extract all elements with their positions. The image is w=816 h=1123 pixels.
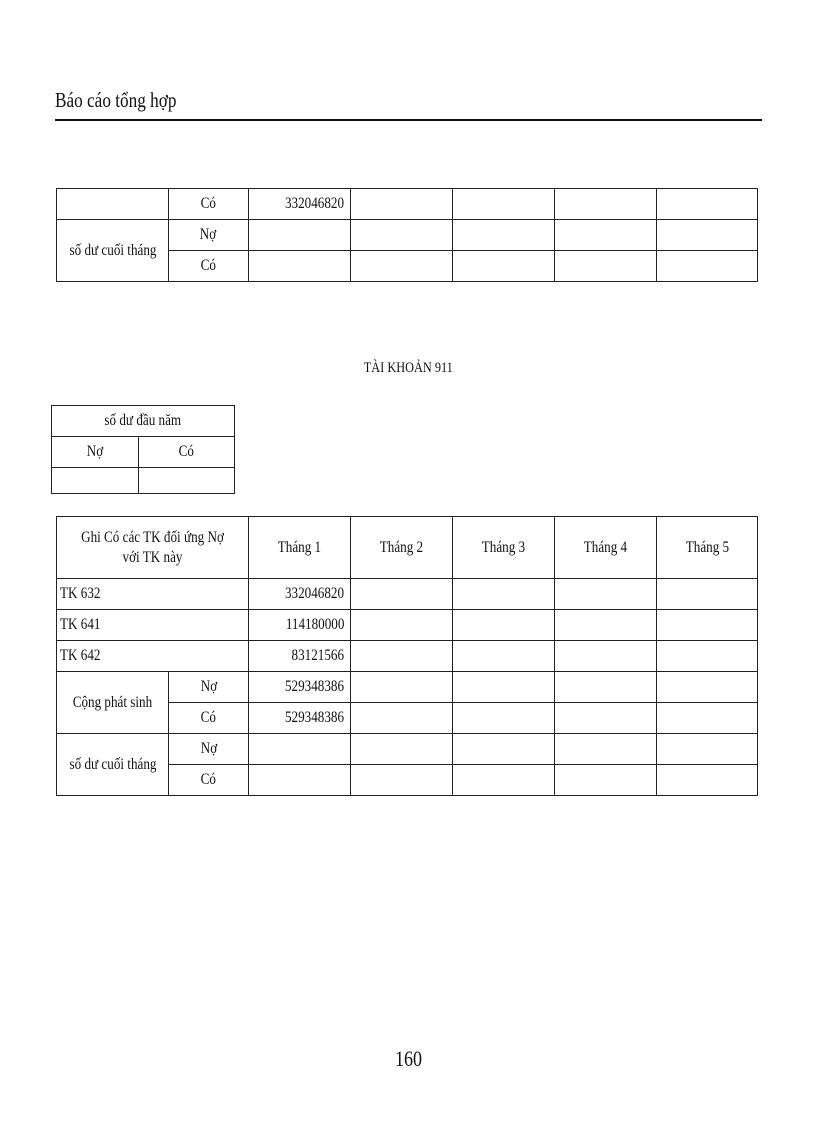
table-cell	[249, 734, 351, 765]
table-cell	[453, 734, 555, 765]
closing-balance-label: số dư cuối tháng	[57, 220, 169, 282]
table-cell	[657, 220, 758, 251]
table-cell	[555, 703, 657, 734]
co-label: Có	[169, 703, 249, 734]
table-cell	[555, 641, 657, 672]
table-cell	[555, 734, 657, 765]
value-cell: 332046820	[249, 579, 351, 610]
value-cell: 529348386	[249, 703, 351, 734]
opening-balance-title: số dư đầu năm	[52, 406, 235, 437]
section-title: TÀI KHOẢN 911	[363, 360, 453, 376]
account-label: TK 632	[57, 579, 249, 610]
table-cell	[453, 765, 555, 796]
table-cell	[351, 220, 453, 251]
table-cell	[657, 734, 758, 765]
table-cell	[555, 579, 657, 610]
co-label: Có	[169, 765, 249, 796]
table-cell	[453, 251, 555, 282]
header-rule	[55, 119, 762, 121]
account-label: TK 642	[57, 641, 249, 672]
table-cell	[351, 251, 453, 282]
table-cell	[351, 734, 453, 765]
co-label: Có	[139, 437, 235, 468]
table-cell	[351, 189, 453, 220]
value-cell: 83121566	[249, 641, 351, 672]
table-cell	[249, 220, 351, 251]
table-cell	[657, 251, 758, 282]
account-label: TK 641	[57, 610, 249, 641]
total-arising-label: Cộng phát sinh	[57, 672, 169, 734]
value-cell: 332046820	[249, 189, 351, 220]
page-header-title: Báo cáo tổng hợp	[55, 88, 177, 112]
table-cell	[453, 220, 555, 251]
no-label: Nợ	[169, 734, 249, 765]
table-cell	[657, 672, 758, 703]
page-number: 160	[394, 1046, 422, 1071]
table-cell	[351, 672, 453, 703]
table-cell	[657, 765, 758, 796]
header-month-2: Tháng 2	[351, 517, 453, 579]
table-row	[57, 220, 758, 251]
table-cell	[657, 189, 758, 220]
table-cell	[57, 189, 169, 220]
table-cell	[453, 579, 555, 610]
table-row	[57, 189, 758, 220]
co-label: Có	[169, 189, 249, 220]
header-month-4: Tháng 4	[555, 517, 657, 579]
table-cell	[351, 765, 453, 796]
table-cell	[555, 610, 657, 641]
value-cell: 114180000	[249, 610, 351, 641]
table-row	[57, 610, 758, 641]
top-continued-table	[56, 188, 758, 282]
table-row	[52, 437, 235, 468]
closing-balance-label: số dư cuối tháng	[57, 734, 169, 796]
no-label: Nợ	[52, 437, 139, 468]
account-911-table	[56, 516, 758, 796]
table-cell	[249, 765, 351, 796]
header-month-3: Tháng 3	[453, 517, 555, 579]
co-label: Có	[169, 251, 249, 282]
no-label: Nợ	[169, 672, 249, 703]
table-row	[52, 406, 235, 437]
header-contra-accounts: Ghi Có các TK đối ứng Nợ với TK này	[57, 517, 249, 579]
table-cell	[351, 579, 453, 610]
table-cell	[453, 672, 555, 703]
opening-balance-table	[51, 405, 235, 494]
table-cell	[555, 220, 657, 251]
table-cell	[657, 703, 758, 734]
table-cell	[555, 251, 657, 282]
table-cell	[351, 641, 453, 672]
table-cell	[657, 579, 758, 610]
table-cell	[249, 251, 351, 282]
table-row	[57, 672, 758, 703]
header-month-1: Tháng 1	[249, 517, 351, 579]
table-cell	[555, 765, 657, 796]
table-cell	[139, 468, 235, 494]
table-cell	[657, 610, 758, 641]
table-cell	[351, 610, 453, 641]
table-cell	[657, 641, 758, 672]
table-row	[52, 468, 235, 494]
value-cell: 529348386	[249, 672, 351, 703]
table-cell	[555, 189, 657, 220]
table-row	[57, 641, 758, 672]
table-cell	[52, 468, 139, 494]
table-row	[57, 734, 758, 765]
table-cell	[453, 641, 555, 672]
no-label: Nợ	[169, 220, 249, 251]
table-cell	[453, 610, 555, 641]
table-cell	[453, 189, 555, 220]
table-header-row	[57, 517, 758, 579]
table-cell	[351, 703, 453, 734]
table-cell	[555, 672, 657, 703]
header-month-5: Tháng 5	[657, 517, 758, 579]
table-cell	[453, 703, 555, 734]
table-row	[57, 579, 758, 610]
